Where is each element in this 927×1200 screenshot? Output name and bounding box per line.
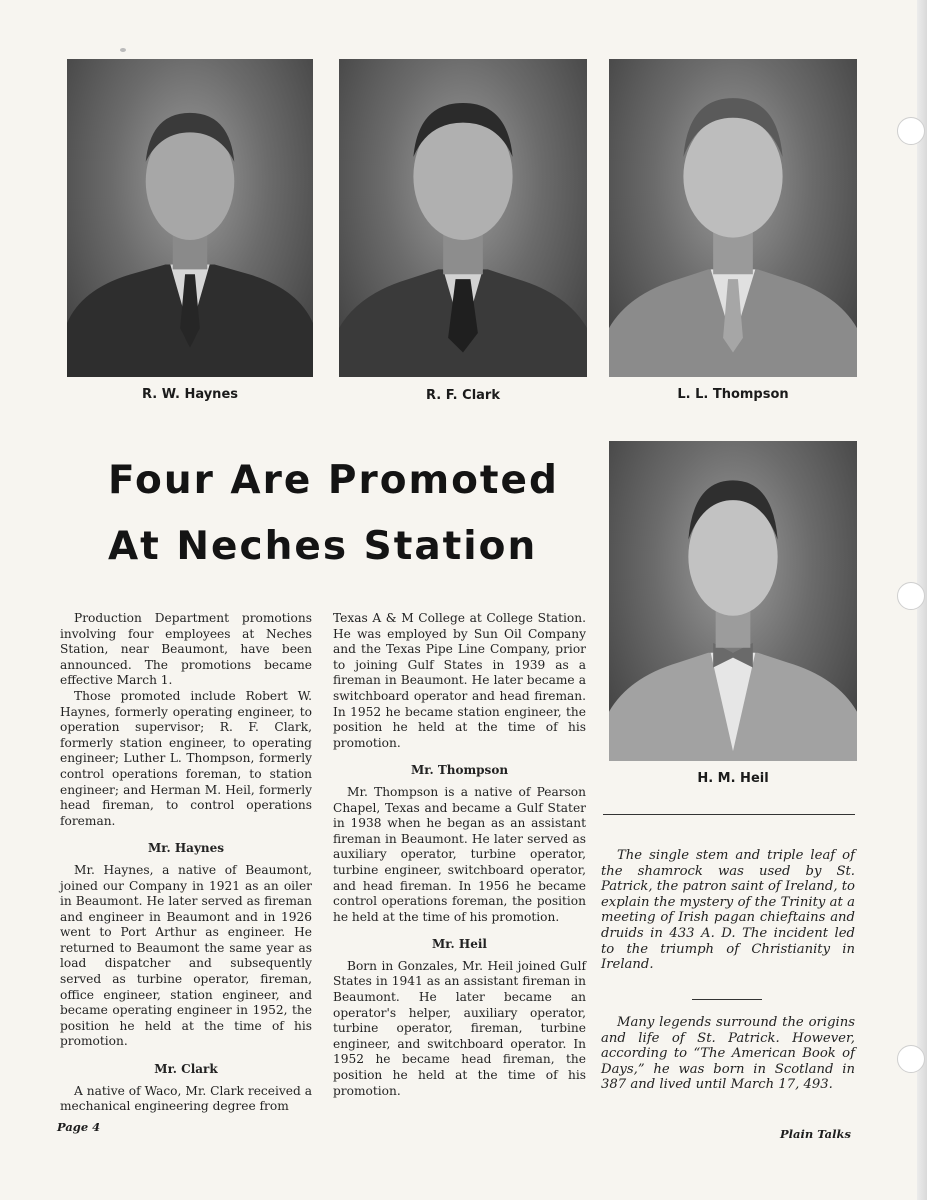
sidebar-shamrock xyxy=(601,848,855,973)
portrait-silhouette xyxy=(67,59,313,377)
paragraph: Mr. Thompson is a native of Pearson Chapel, Texas and became a Gulf Stater in 1938 when he began as an assistant fireman in Beaumont. He later served as auxiliary operator, turbine operator, turbine engineer, switchboard operator, and head fireman. In 1956 he became control operations foreman, the position he held at the time of his promotion. xyxy=(333,784,586,924)
caption-clark: R. F. Clark xyxy=(426,388,500,403)
paragraph: Mr. Haynes, a native of Beaumont, joined our Company in 1921 as an oiler in Beaumont. He later served as fireman and engineer in Beaumont and in 1926 went to Port Arthur as engineer. He returned to Beaumont the same year as load dispatcher and subsequently served as turbine operator, fireman, office engineer, station engineer, and became operating engineer in 1952, the position he held at the time of his promotion. xyxy=(60,862,312,1049)
page-number: Page 4 xyxy=(57,1120,101,1134)
caption-haynes: R. W. Haynes xyxy=(142,387,238,402)
photo-haynes xyxy=(67,59,313,377)
article-column-2 xyxy=(333,611,586,1099)
binder-hole xyxy=(897,582,925,610)
subhead-heil: Mr. Heil xyxy=(432,937,487,952)
paragraph: Many legends surround the origins and life of St. Patrick. However, according to “The American Book of Days,” he was born in Scotland in 387 and lived until March 17, 493. xyxy=(601,1015,855,1093)
binder-hole xyxy=(897,117,925,145)
paragraph: Texas A & M College at College Station. He was employed by Sun Oil Company and the Texas Pipe Line Company, prior to joining Gulf States in 1939 as a fireman in Beaumont. He later became a switchboard operator and head fireman. In 1952 he became station engineer, the position he held at the time of his promotion. xyxy=(333,611,586,750)
subhead-thompson: Mr. Thompson xyxy=(410,763,509,778)
subhead-haynes: Mr. Haynes xyxy=(147,841,225,856)
portrait-silhouette xyxy=(609,59,857,377)
photo-clark xyxy=(339,59,587,377)
binder-hole xyxy=(897,1045,925,1073)
paragraph: Production Department promotions involving four employees at Neches Station, near Beaumont, have been announced. The promotions became effective March 1. xyxy=(60,611,312,688)
publication-name: Plain Talks xyxy=(780,1127,851,1141)
sidebar-top-rule xyxy=(603,814,855,815)
caption-heil: H. M. Heil xyxy=(697,771,769,786)
sidebar-divider xyxy=(692,999,762,1000)
subhead-clark: Mr. Clark xyxy=(154,1062,218,1077)
headline-line-1: Four Are Promoted xyxy=(108,458,559,503)
sidebar-legends xyxy=(601,1015,855,1093)
photo-heil xyxy=(609,441,857,761)
paragraph: Born in Gonzales, Mr. Heil joined Gulf States in 1941 as an assistant fireman in Beaumont. He later became an operator's helper, auxiliary operator, turbine operator, fireman, turbine engineer, and switchboard operator. In 1952 he became head fireman, the position he held at the time of his promotion. xyxy=(333,958,586,1098)
print-speck xyxy=(120,48,126,52)
article-column-1 xyxy=(60,611,312,1115)
article-headline xyxy=(108,448,578,580)
headline-line-2: At Neches Station xyxy=(108,524,538,569)
paragraph: The single stem and triple leaf of the shamrock was used by St. Patrick, the patron saint of Ireland, to explain the mystery of the Trinity at a meeting of Irish pagan chieftains and druids in 433 A. D. The incident led to the triumph of Christianity in Ireland. xyxy=(601,848,855,973)
photo-thompson xyxy=(609,59,857,377)
paragraph: Those promoted include Robert W. Haynes, formerly operating engineer, to operation supervisor; R. F. Clark, formerly station engineer, to operating engineer; Luther L. Thompson, formerly control operations foreman, to station engineer; and Herman M. Heil, formerly head fireman, to control operations foreman. xyxy=(60,688,312,828)
portrait-silhouette xyxy=(339,59,587,377)
paragraph: A native of Waco, Mr. Clark received a mechanical engineering degree from xyxy=(60,1083,312,1114)
portrait-silhouette xyxy=(609,441,857,761)
caption-thompson: L. L. Thompson xyxy=(677,387,789,402)
